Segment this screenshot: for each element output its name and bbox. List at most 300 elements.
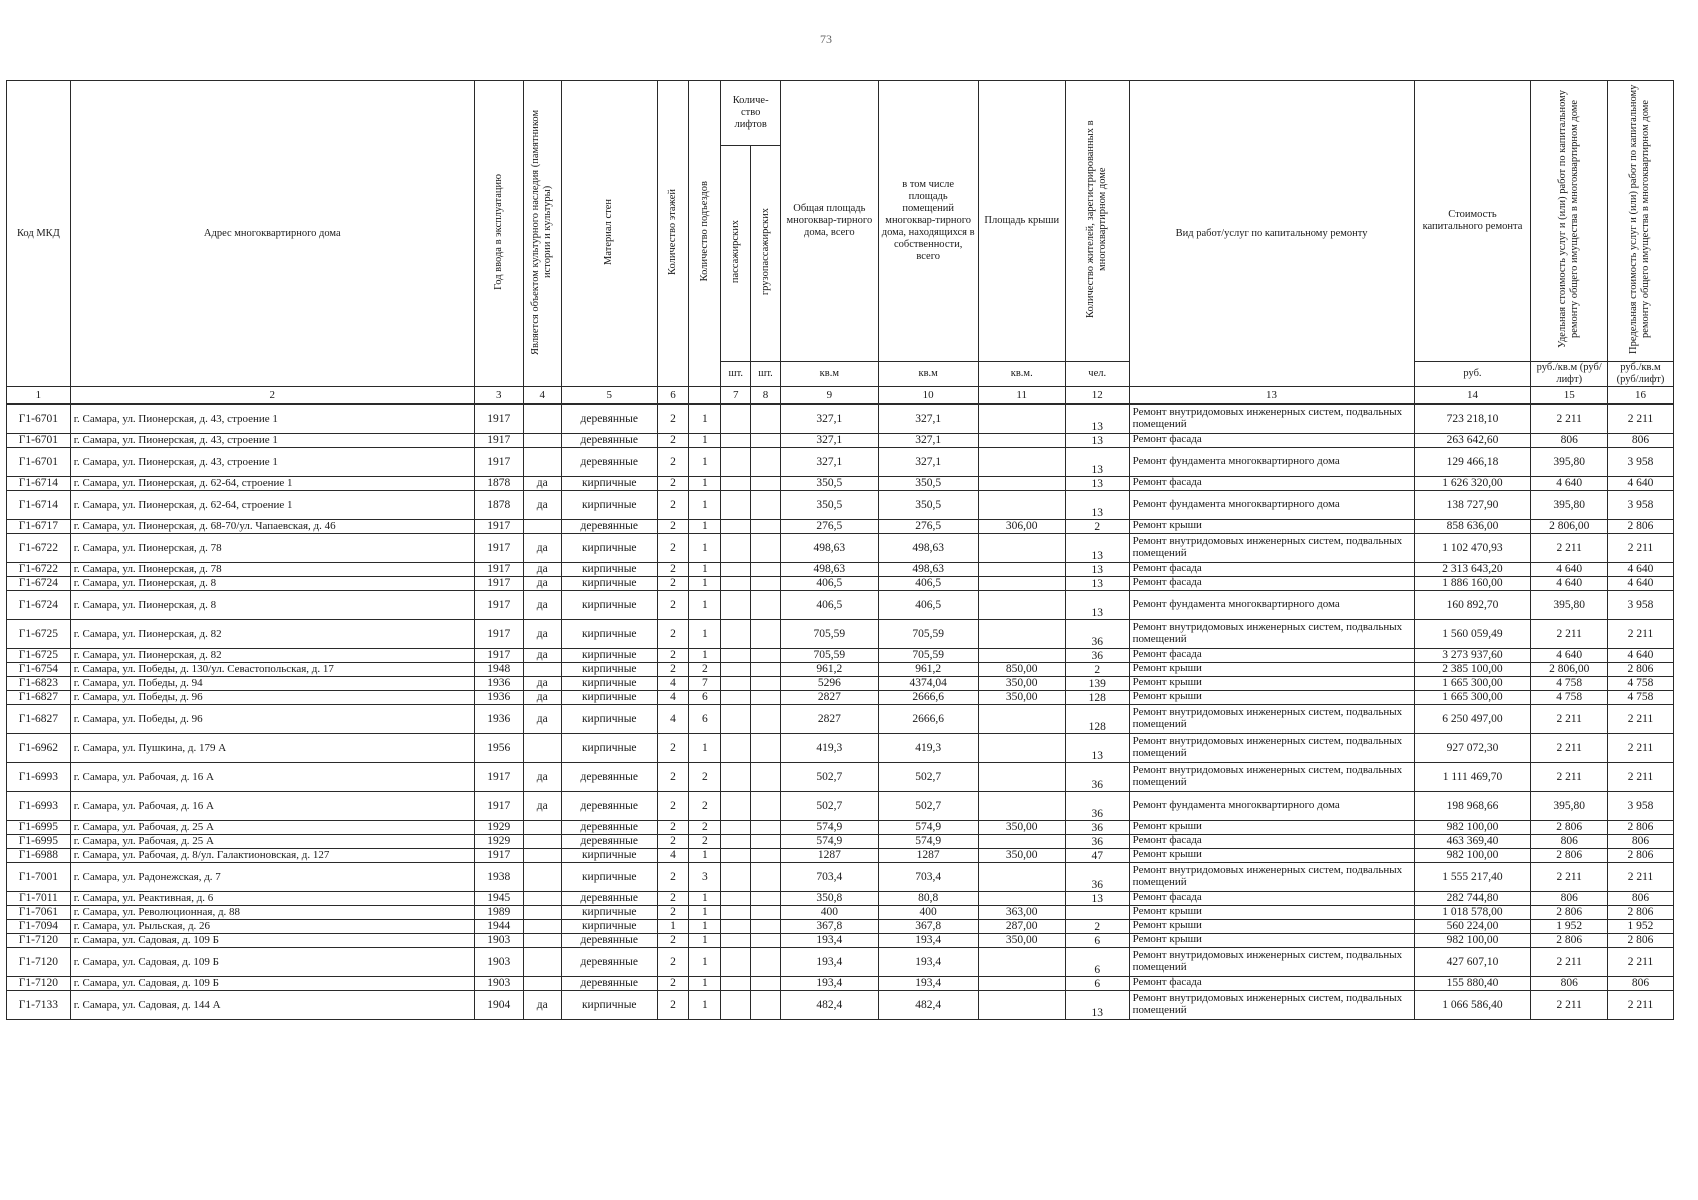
cell-area-total: 574,9 (780, 834, 878, 848)
cell-code: Г1-6724 (7, 576, 71, 590)
col-address-header: Адрес многоквартирного дома (70, 81, 474, 387)
cell-work-type: Ремонт фундамента многоквартирного дома (1129, 791, 1414, 820)
cell-area-owned: 2666,6 (878, 690, 978, 704)
cell-cost: 1 102 470,93 (1414, 533, 1531, 562)
cell-area-owned: 498,63 (878, 533, 978, 562)
cell-material: кирпичные (561, 704, 657, 733)
cell-work-type: Ремонт крыши (1129, 905, 1414, 919)
cell-cost: 6 250 497,00 (1414, 704, 1531, 733)
col-roof-area-header: Площадь крыши (978, 81, 1065, 362)
unit-residents: чел. (1065, 362, 1129, 387)
cell-cost: 1 626 320,00 (1414, 476, 1531, 490)
cell-heritage (523, 862, 561, 891)
cell-address: г. Самара, ул. Садовая, д. 144 А (70, 990, 474, 1019)
table-row (7, 862, 1674, 891)
cell-heritage: да (523, 990, 561, 1019)
cell-work-type: Ремонт внутридомовых инженерных систем, подвальных помещений (1129, 619, 1414, 648)
column-number: 13 (1129, 387, 1414, 405)
cell-code: Г1-7133 (7, 990, 71, 1019)
cell-area-total: 498,63 (780, 562, 878, 576)
cell-entrances: 1 (689, 533, 721, 562)
table-row (7, 490, 1674, 519)
cell-lifts-cargo (751, 733, 781, 762)
cell-year: 1944 (474, 919, 523, 933)
cell-roof-area (978, 648, 1065, 662)
cell-heritage (523, 947, 561, 976)
col-work-type-header: Вид работ/услуг по капитальному ремонту (1129, 81, 1414, 387)
cell-area-total: 400 (780, 905, 878, 919)
cell-residents: 36 (1065, 648, 1129, 662)
cell-lifts-cargo (751, 476, 781, 490)
cell-roof-area (978, 404, 1065, 433)
cell-floors: 2 (657, 562, 689, 576)
cell-entrances: 1 (689, 619, 721, 648)
cell-area-total: 327,1 (780, 447, 878, 476)
cell-floors: 2 (657, 490, 689, 519)
cell-residents: 13 (1065, 562, 1129, 576)
cell-address: г. Самара, ул. Пионерская, д. 78 (70, 533, 474, 562)
table-row (7, 990, 1674, 1019)
table-row (7, 905, 1674, 919)
cell-floors: 2 (657, 576, 689, 590)
cell-cost: 1 665 300,00 (1414, 690, 1531, 704)
cell-address: г. Самара, ул. Пионерская, д. 62-64, строение 1 (70, 490, 474, 519)
cell-area-total: 574,9 (780, 820, 878, 834)
cell-unit-cost: 2 211 (1531, 733, 1608, 762)
cell-material: кирпичные (561, 619, 657, 648)
cell-material: кирпичные (561, 590, 657, 619)
cell-max-cost: 2 806 (1607, 519, 1673, 533)
cell-material: деревянные (561, 519, 657, 533)
cell-cost: 138 727,90 (1414, 490, 1531, 519)
column-number: 12 (1065, 387, 1129, 405)
cell-residents: 13 (1065, 404, 1129, 433)
cell-area-total: 350,5 (780, 476, 878, 490)
cell-unit-cost: 2 806 (1531, 820, 1608, 834)
cell-entrances: 1 (689, 848, 721, 862)
cell-floors: 2 (657, 648, 689, 662)
cell-heritage: да (523, 676, 561, 690)
cell-material: деревянные (561, 976, 657, 990)
table-row (7, 834, 1674, 848)
cell-roof-area: 287,00 (978, 919, 1065, 933)
cell-residents: 13 (1065, 990, 1129, 1019)
cell-max-cost: 2 211 (1607, 947, 1673, 976)
cell-year: 1929 (474, 820, 523, 834)
cell-residents: 36 (1065, 619, 1129, 648)
cell-max-cost: 2 211 (1607, 862, 1673, 891)
cell-entrances: 1 (689, 519, 721, 533)
cell-work-type: Ремонт фасада (1129, 562, 1414, 576)
cell-area-owned: 703,4 (878, 862, 978, 891)
cell-entrances: 6 (689, 704, 721, 733)
cell-area-total: 502,7 (780, 762, 878, 791)
cell-entrances: 1 (689, 576, 721, 590)
cell-material: деревянные (561, 834, 657, 848)
cell-work-type: Ремонт внутридомовых инженерных систем, подвальных помещений (1129, 947, 1414, 976)
cell-max-cost: 2 806 (1607, 820, 1673, 834)
cell-area-total: 2827 (780, 690, 878, 704)
cell-residents: 128 (1065, 690, 1129, 704)
cell-work-type: Ремонт фасада (1129, 648, 1414, 662)
cell-heritage: да (523, 690, 561, 704)
cell-lifts-cargo (751, 947, 781, 976)
col-lifts-header: Количе-ство лифтов (721, 81, 781, 146)
cell-floors: 2 (657, 905, 689, 919)
table-row (7, 447, 1674, 476)
cell-area-total: 350,8 (780, 891, 878, 905)
cell-max-cost: 2 211 (1607, 619, 1673, 648)
cell-roof-area (978, 791, 1065, 820)
cell-roof-area (978, 447, 1065, 476)
col-max-cost-header: Предельная стоимость услуг и (или) работ по капитальному ремонту общего имущества в многоквартирном доме (1607, 81, 1673, 362)
cell-code: Г1-6988 (7, 848, 71, 862)
cell-unit-cost: 2 211 (1531, 947, 1608, 976)
cell-lifts-pass (721, 947, 751, 976)
cell-year: 1917 (474, 447, 523, 476)
table-row (7, 533, 1674, 562)
cell-material: деревянные (561, 820, 657, 834)
cell-floors: 1 (657, 919, 689, 933)
cell-area-owned: 482,4 (878, 990, 978, 1019)
table-row (7, 576, 1674, 590)
cell-address: г. Самара, ул. Рабочая, д. 25 А (70, 820, 474, 834)
cell-cost: 858 636,00 (1414, 519, 1531, 533)
cell-code: Г1-7120 (7, 947, 71, 976)
cell-address: г. Самара, ул. Пионерская, д. 82 (70, 648, 474, 662)
cell-lifts-pass (721, 990, 751, 1019)
cell-max-cost: 806 (1607, 433, 1673, 447)
cell-code: Г1-7011 (7, 891, 71, 905)
cell-code: Г1-6993 (7, 762, 71, 791)
cell-heritage (523, 519, 561, 533)
cell-work-type: Ремонт фасада (1129, 834, 1414, 848)
cell-heritage: да (523, 762, 561, 791)
cell-lifts-cargo (751, 490, 781, 519)
cell-cost: 560 224,00 (1414, 919, 1531, 933)
table-row (7, 976, 1674, 990)
page-number: 73 (820, 32, 832, 46)
table-row (7, 590, 1674, 619)
cell-area-owned: 406,5 (878, 576, 978, 590)
cell-entrances: 1 (689, 905, 721, 919)
cell-roof-area (978, 762, 1065, 791)
col-lifts-cargo-header: грузопассажирских (751, 146, 781, 362)
cell-entrances: 1 (689, 733, 721, 762)
cell-unit-cost: 806 (1531, 834, 1608, 848)
column-number: 14 (1414, 387, 1531, 405)
cell-heritage (523, 933, 561, 947)
cell-residents: 13 (1065, 433, 1129, 447)
table-row (7, 562, 1674, 576)
cell-lifts-pass (721, 562, 751, 576)
cell-heritage: да (523, 619, 561, 648)
cell-entrances: 1 (689, 933, 721, 947)
cell-max-cost: 2 211 (1607, 533, 1673, 562)
cell-cost: 129 466,18 (1414, 447, 1531, 476)
cell-roof-area (978, 533, 1065, 562)
unit-cost: руб. (1414, 362, 1531, 387)
unit-lifts-pass: шт. (721, 362, 751, 387)
cell-entrances: 1 (689, 433, 721, 447)
cell-entrances: 6 (689, 690, 721, 704)
cell-floors: 2 (657, 820, 689, 834)
cell-residents: 2 (1065, 919, 1129, 933)
cell-max-cost: 4 758 (1607, 690, 1673, 704)
cell-entrances: 3 (689, 862, 721, 891)
cell-year: 1917 (474, 590, 523, 619)
cell-work-type: Ремонт внутридомовых инженерных систем, подвальных помещений (1129, 990, 1414, 1019)
col-year-header: Год ввода в эксплуатацию (474, 81, 523, 387)
cell-area-owned: 350,5 (878, 476, 978, 490)
cell-work-type: Ремонт фасада (1129, 891, 1414, 905)
col-residents-header: Количество жителей, зарегистрированных в многоквартирном доме (1065, 81, 1129, 362)
cell-area-owned: 193,4 (878, 933, 978, 947)
cell-unit-cost: 4 640 (1531, 562, 1608, 576)
cell-code: Г1-6827 (7, 690, 71, 704)
cell-lifts-pass (721, 404, 751, 433)
cell-heritage: да (523, 791, 561, 820)
cell-heritage: да (523, 576, 561, 590)
table-row (7, 762, 1674, 791)
cell-unit-cost: 395,80 (1531, 590, 1608, 619)
cell-area-total: 502,7 (780, 791, 878, 820)
cell-area-owned: 705,59 (878, 648, 978, 662)
cell-max-cost: 3 958 (1607, 447, 1673, 476)
cell-lifts-cargo (751, 447, 781, 476)
cell-material: кирпичные (561, 662, 657, 676)
cell-work-type: Ремонт фундамента многоквартирного дома (1129, 447, 1414, 476)
cell-address: г. Самара, ул. Пионерская, д. 8 (70, 590, 474, 619)
table-row (7, 704, 1674, 733)
cell-material: деревянные (561, 762, 657, 791)
cell-entrances: 1 (689, 562, 721, 576)
cell-heritage (523, 447, 561, 476)
unit-lifts-cargo: шт. (751, 362, 781, 387)
cell-unit-cost: 395,80 (1531, 447, 1608, 476)
cell-address: г. Самара, ул. Пионерская, д. 82 (70, 619, 474, 648)
cell-work-type: Ремонт крыши (1129, 690, 1414, 704)
cell-lifts-pass (721, 676, 751, 690)
cell-code: Г1-6995 (7, 820, 71, 834)
cell-floors: 2 (657, 976, 689, 990)
cell-code: Г1-6701 (7, 447, 71, 476)
cell-roof-area: 850,00 (978, 662, 1065, 676)
cell-lifts-cargo (751, 704, 781, 733)
cell-entrances: 1 (689, 919, 721, 933)
cell-area-owned: 400 (878, 905, 978, 919)
cell-year: 1903 (474, 947, 523, 976)
cell-roof-area (978, 576, 1065, 590)
cell-code: Г1-6725 (7, 648, 71, 662)
cell-max-cost: 2 211 (1607, 404, 1673, 433)
cell-floors: 2 (657, 590, 689, 619)
cell-heritage: да (523, 562, 561, 576)
cell-area-total: 705,59 (780, 619, 878, 648)
cell-residents: 128 (1065, 704, 1129, 733)
cell-heritage (523, 820, 561, 834)
table-row (7, 676, 1674, 690)
column-number: 9 (780, 387, 878, 405)
cell-max-cost: 2 211 (1607, 762, 1673, 791)
cell-residents: 36 (1065, 820, 1129, 834)
cell-area-owned: 350,5 (878, 490, 978, 519)
cell-material: кирпичные (561, 862, 657, 891)
cell-year: 1917 (474, 576, 523, 590)
cell-entrances: 1 (689, 590, 721, 619)
cell-code: Г1-6993 (7, 791, 71, 820)
cell-material: кирпичные (561, 733, 657, 762)
cell-floors: 2 (657, 791, 689, 820)
cell-residents: 36 (1065, 791, 1129, 820)
cell-entrances: 1 (689, 947, 721, 976)
cell-cost: 155 880,40 (1414, 976, 1531, 990)
cell-year: 1936 (474, 704, 523, 733)
cell-floors: 2 (657, 447, 689, 476)
col-code-header: Код МКД (7, 81, 71, 387)
cell-lifts-pass (721, 590, 751, 619)
column-number: 8 (751, 387, 781, 405)
cell-cost: 427 607,10 (1414, 947, 1531, 976)
cell-cost: 1 111 469,70 (1414, 762, 1531, 791)
table-row (7, 947, 1674, 976)
cell-work-type: Ремонт фундамента многоквартирного дома (1129, 490, 1414, 519)
cell-year: 1878 (474, 490, 523, 519)
cell-work-type: Ремонт фасада (1129, 976, 1414, 990)
cell-heritage: да (523, 590, 561, 619)
table-body (7, 404, 1674, 1019)
cell-address: г. Самара, ул. Рабочая, д. 25 А (70, 834, 474, 848)
col-heritage-header: Является объектом культурного наследия (памятником истории и культуры) (523, 81, 561, 387)
cell-code: Г1-7120 (7, 933, 71, 947)
cell-address: г. Самара, ул. Рабочая, д. 8/ул. Галактионовская, д. 127 (70, 848, 474, 862)
column-number: 10 (878, 387, 978, 405)
cell-roof-area (978, 834, 1065, 848)
cell-year: 1917 (474, 433, 523, 447)
cell-cost: 3 273 937,60 (1414, 648, 1531, 662)
cell-year: 1917 (474, 533, 523, 562)
cell-heritage: да (523, 490, 561, 519)
cell-work-type: Ремонт крыши (1129, 919, 1414, 933)
table-row (7, 648, 1674, 662)
cell-heritage (523, 433, 561, 447)
cell-area-owned: 276,5 (878, 519, 978, 533)
cell-area-owned: 193,4 (878, 976, 978, 990)
cell-area-total: 705,59 (780, 648, 878, 662)
cell-unit-cost: 395,80 (1531, 791, 1608, 820)
cell-residents: 13 (1065, 476, 1129, 490)
column-number: 3 (474, 387, 523, 405)
cell-floors: 4 (657, 690, 689, 704)
cell-floors: 2 (657, 662, 689, 676)
cell-residents: 47 (1065, 848, 1129, 862)
cell-entrances: 7 (689, 676, 721, 690)
cell-residents: 2 (1065, 519, 1129, 533)
cell-material: деревянные (561, 933, 657, 947)
cell-address: г. Самара, ул. Пионерская, д. 62-64, строение 1 (70, 476, 474, 490)
cell-max-cost: 2 211 (1607, 990, 1673, 1019)
cell-cost: 1 560 059,49 (1414, 619, 1531, 648)
table-row (7, 891, 1674, 905)
column-number: 5 (561, 387, 657, 405)
cell-lifts-cargo (751, 619, 781, 648)
cell-heritage (523, 834, 561, 848)
cell-lifts-cargo (751, 404, 781, 433)
cell-lifts-pass (721, 791, 751, 820)
cell-floors: 2 (657, 891, 689, 905)
cell-code: Г1-6701 (7, 404, 71, 433)
cell-material: кирпичные (561, 690, 657, 704)
cell-unit-cost: 4 640 (1531, 648, 1608, 662)
cell-unit-cost: 2 806 (1531, 905, 1608, 919)
column-number: 2 (70, 387, 474, 405)
cell-lifts-cargo (751, 690, 781, 704)
table-row (7, 848, 1674, 862)
column-number: 4 (523, 387, 561, 405)
cell-area-owned: 80,8 (878, 891, 978, 905)
cell-lifts-pass (721, 619, 751, 648)
cell-unit-cost: 2 211 (1531, 862, 1608, 891)
cell-year: 1903 (474, 933, 523, 947)
cell-entrances: 1 (689, 990, 721, 1019)
cell-entrances: 1 (689, 490, 721, 519)
cell-code: Г1-6722 (7, 562, 71, 576)
cell-code: Г1-6725 (7, 619, 71, 648)
cell-lifts-cargo (751, 576, 781, 590)
cell-cost: 2 385 100,00 (1414, 662, 1531, 676)
cell-year: 1904 (474, 990, 523, 1019)
cell-area-owned: 327,1 (878, 433, 978, 447)
cell-unit-cost: 395,80 (1531, 490, 1608, 519)
cell-heritage: да (523, 704, 561, 733)
cell-max-cost: 2 806 (1607, 662, 1673, 676)
cell-lifts-pass (721, 733, 751, 762)
cell-lifts-pass (721, 533, 751, 562)
cell-residents: 6 (1065, 933, 1129, 947)
cell-floors: 2 (657, 762, 689, 791)
cell-material: кирпичные (561, 562, 657, 576)
cell-lifts-cargo (751, 791, 781, 820)
cell-work-type: Ремонт фасада (1129, 576, 1414, 590)
cell-roof-area (978, 433, 1065, 447)
column-number: 7 (721, 387, 751, 405)
cell-lifts-cargo (751, 891, 781, 905)
column-number: 11 (978, 387, 1065, 405)
cell-unit-cost: 2 806 (1531, 933, 1608, 947)
cell-area-total: 367,8 (780, 919, 878, 933)
cell-area-total: 498,63 (780, 533, 878, 562)
cell-residents: 36 (1065, 862, 1129, 891)
cell-residents: 13 (1065, 447, 1129, 476)
cell-floors: 2 (657, 834, 689, 848)
cell-material: кирпичные (561, 905, 657, 919)
column-number: 16 (1607, 387, 1673, 405)
cell-lifts-pass (721, 834, 751, 848)
cell-area-total: 419,3 (780, 733, 878, 762)
cell-work-type: Ремонт крыши (1129, 519, 1414, 533)
cell-entrances: 1 (689, 476, 721, 490)
col-material-header: Материал стен (561, 81, 657, 387)
cell-cost: 1 886 160,00 (1414, 576, 1531, 590)
cell-lifts-pass (721, 519, 751, 533)
cell-lifts-pass (721, 433, 751, 447)
cell-year: 1917 (474, 519, 523, 533)
cell-roof-area: 350,00 (978, 848, 1065, 862)
cell-area-total: 2827 (780, 704, 878, 733)
cell-area-owned: 4374,04 (878, 676, 978, 690)
cell-entrances: 2 (689, 791, 721, 820)
column-number: 15 (1531, 387, 1608, 405)
